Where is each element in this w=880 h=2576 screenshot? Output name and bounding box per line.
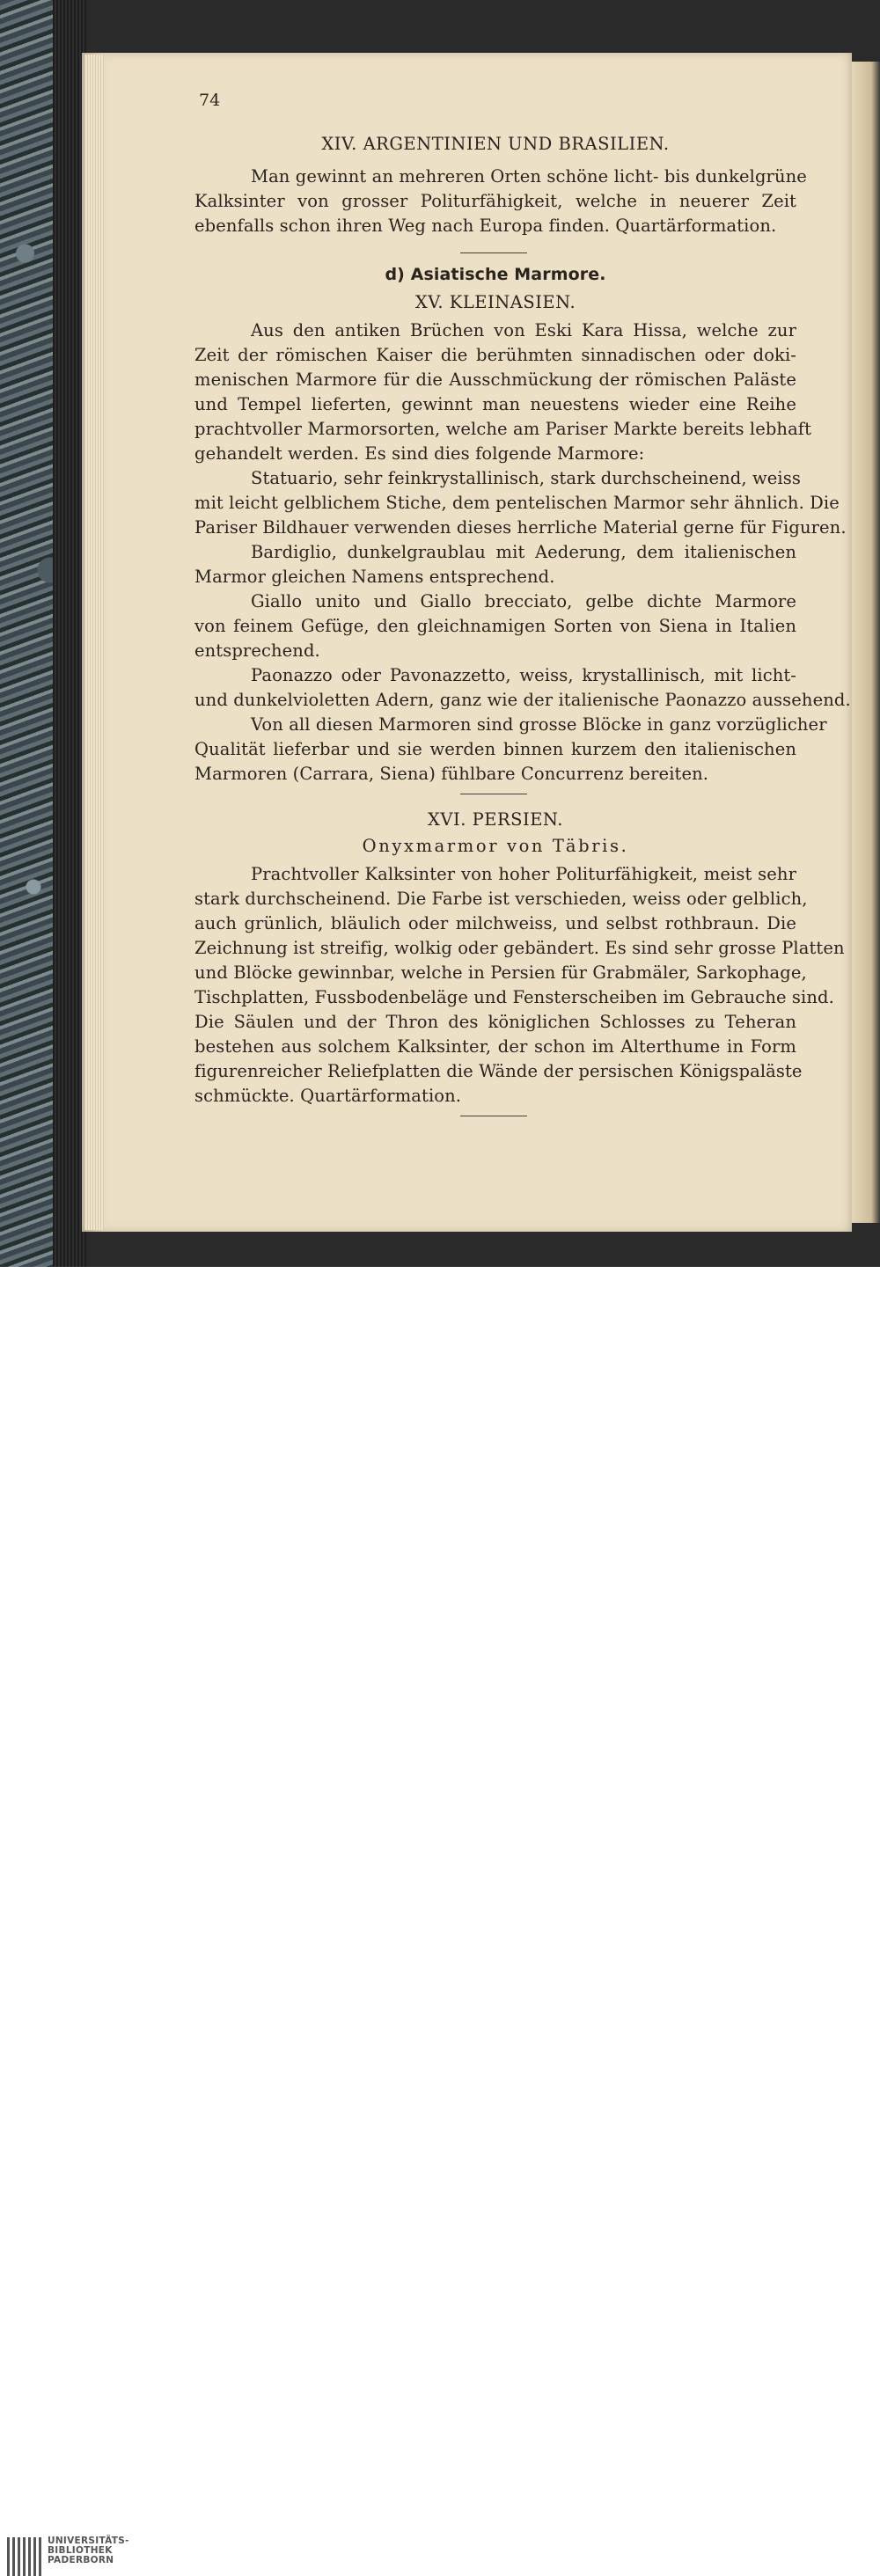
paragraph-line: Marmor gleichen Namens entsprechend. (194, 567, 555, 587)
paragraph-line: Qualität lieferbar und sie werden binnen kurzem den italienischen (194, 739, 796, 759)
section-title-xvi: XVI. PERSIEN. (428, 809, 563, 830)
library-footer (0, 1267, 880, 2565)
paragraph-line: und Tempel lieferten, gewinnt man neuestens wieder eine Reihe (194, 394, 796, 414)
paragraph-line: und Blöcke gewinnbar, welche in Persien für Grabmäler, Sarkophage, (194, 962, 807, 983)
subsection-heading: d) Asiatische Marmore. (385, 265, 606, 284)
paragraph-line: Man gewinnt an mehreren Orten schöne licht- bis dunkelgrüne (251, 166, 807, 187)
paragraph-line: gehandelt werden. Es sind dies folgende Marmore: (194, 443, 645, 464)
paragraph-line: Kalksinter von grosser Politurfähigkeit, welche in neuerer Zeit (194, 191, 796, 211)
library-logo-text (48, 2536, 129, 2565)
page-leaves (84, 55, 104, 1230)
paragraph-line: auch grünlich, bläulich oder milchweiss, und selbst rothbraun. Die (194, 913, 796, 933)
paragraph-line: bestehen aus solchem Kalksinter, der schon im Alterthume in Form (194, 1036, 796, 1057)
page-number: 74 (199, 91, 221, 110)
paragraph-line: entsprechend. (194, 640, 320, 661)
library-logo-icon (7, 2537, 42, 2576)
paragraph-line: Aus den antiken Brüchen von Eski Kara Hissa, welche zur (251, 320, 796, 340)
paragraph-line: schmückte. Quartärformation. (194, 1086, 462, 1106)
paragraph-line: prachtvoller Marmorsorten, welche am Pariser Markte bereits lebhaft (194, 419, 812, 439)
paragraph-line: Pariser Bildhauer verwenden dieses herrliche Material gerne für Figuren. (194, 517, 847, 538)
paragraph-line: ebenfalls schon ihren Weg nach Europa finden. Quartärformation. (194, 216, 777, 236)
paragraph-line: figurenreicher Reliefplatten die Wände der persischen Königspaläste (194, 1061, 803, 1081)
facing-page-edge (852, 62, 880, 1223)
section-title-xv: XV. KLEINASIEN. (414, 292, 576, 312)
paragraph-line: von feinem Gefüge, den gleichnamigen Sorten von Siena in Italien (194, 616, 796, 636)
paragraph-line: Paonazzo oder Pavonazzetto, weiss, krystallinisch, mit licht- (251, 665, 796, 685)
section-subtitle: Onyxmarmor von Täbris. (362, 836, 629, 856)
paragraph-line: Prachtvoller Kalksinter von hoher Politurfähigkeit, meist sehr (251, 864, 796, 884)
logo-line: UNIVERSITÄTS- (48, 2536, 129, 2546)
paragraph-line: Statuario, sehr feinkrystallinisch, stark durchscheinend, weiss (251, 468, 801, 488)
logo-line: BIBLIOTHEK (48, 2545, 113, 2556)
paragraph-line: Zeichnung ist streifig, wolkig oder gebändert. Es sind sehr grosse Platten (194, 938, 845, 958)
paragraph-line: Marmoren (Carrara, Siena) fühlbare Concurrenz bereiten. (194, 764, 709, 784)
paragraph-line: Von all diesen Marmoren sind grosse Blöcke in ganz vorzüglicher (251, 714, 827, 735)
paragraph-line: Die Säulen und der Thron des königlichen Schlosses zu Teheran (194, 1012, 796, 1032)
paragraph-line: und dunkelvioletten Adern, ganz wie der italienische Paonazzo aussehend. (194, 690, 851, 710)
paragraph-line: stark durchscheinend. Die Farbe ist verschieden, weiss oder gelblich, (194, 889, 808, 909)
paragraph-line: Tischplatten, Fussbodenbeläge und Fensterscheiben im Gebrauche sind. (194, 987, 834, 1007)
book-scan (0, 0, 880, 1267)
paragraph-line: Zeit der römischen Kaiser die berühmten sinnadischen oder doki- (194, 345, 796, 365)
paragraph-line: mit leicht gelblichem Stiche, dem pentelischen Marmor sehr ähnlich. Die (194, 493, 840, 513)
paragraph-line: Giallo unito und Giallo brecciato, gelbe dichte Marmore (251, 591, 796, 611)
paragraph-line: Bardiglio, dunkelgraublau mit Aederung, dem italienischen (251, 542, 796, 562)
paragraph-line: menischen Marmore für die Ausschmückung der römischen Paläste (194, 370, 796, 390)
section-title-xiv: XIV. ARGENTINIEN UND BRASILIEN. (321, 134, 670, 154)
section-divider (460, 252, 527, 253)
logo-line: PADERBORN (48, 2555, 114, 2565)
